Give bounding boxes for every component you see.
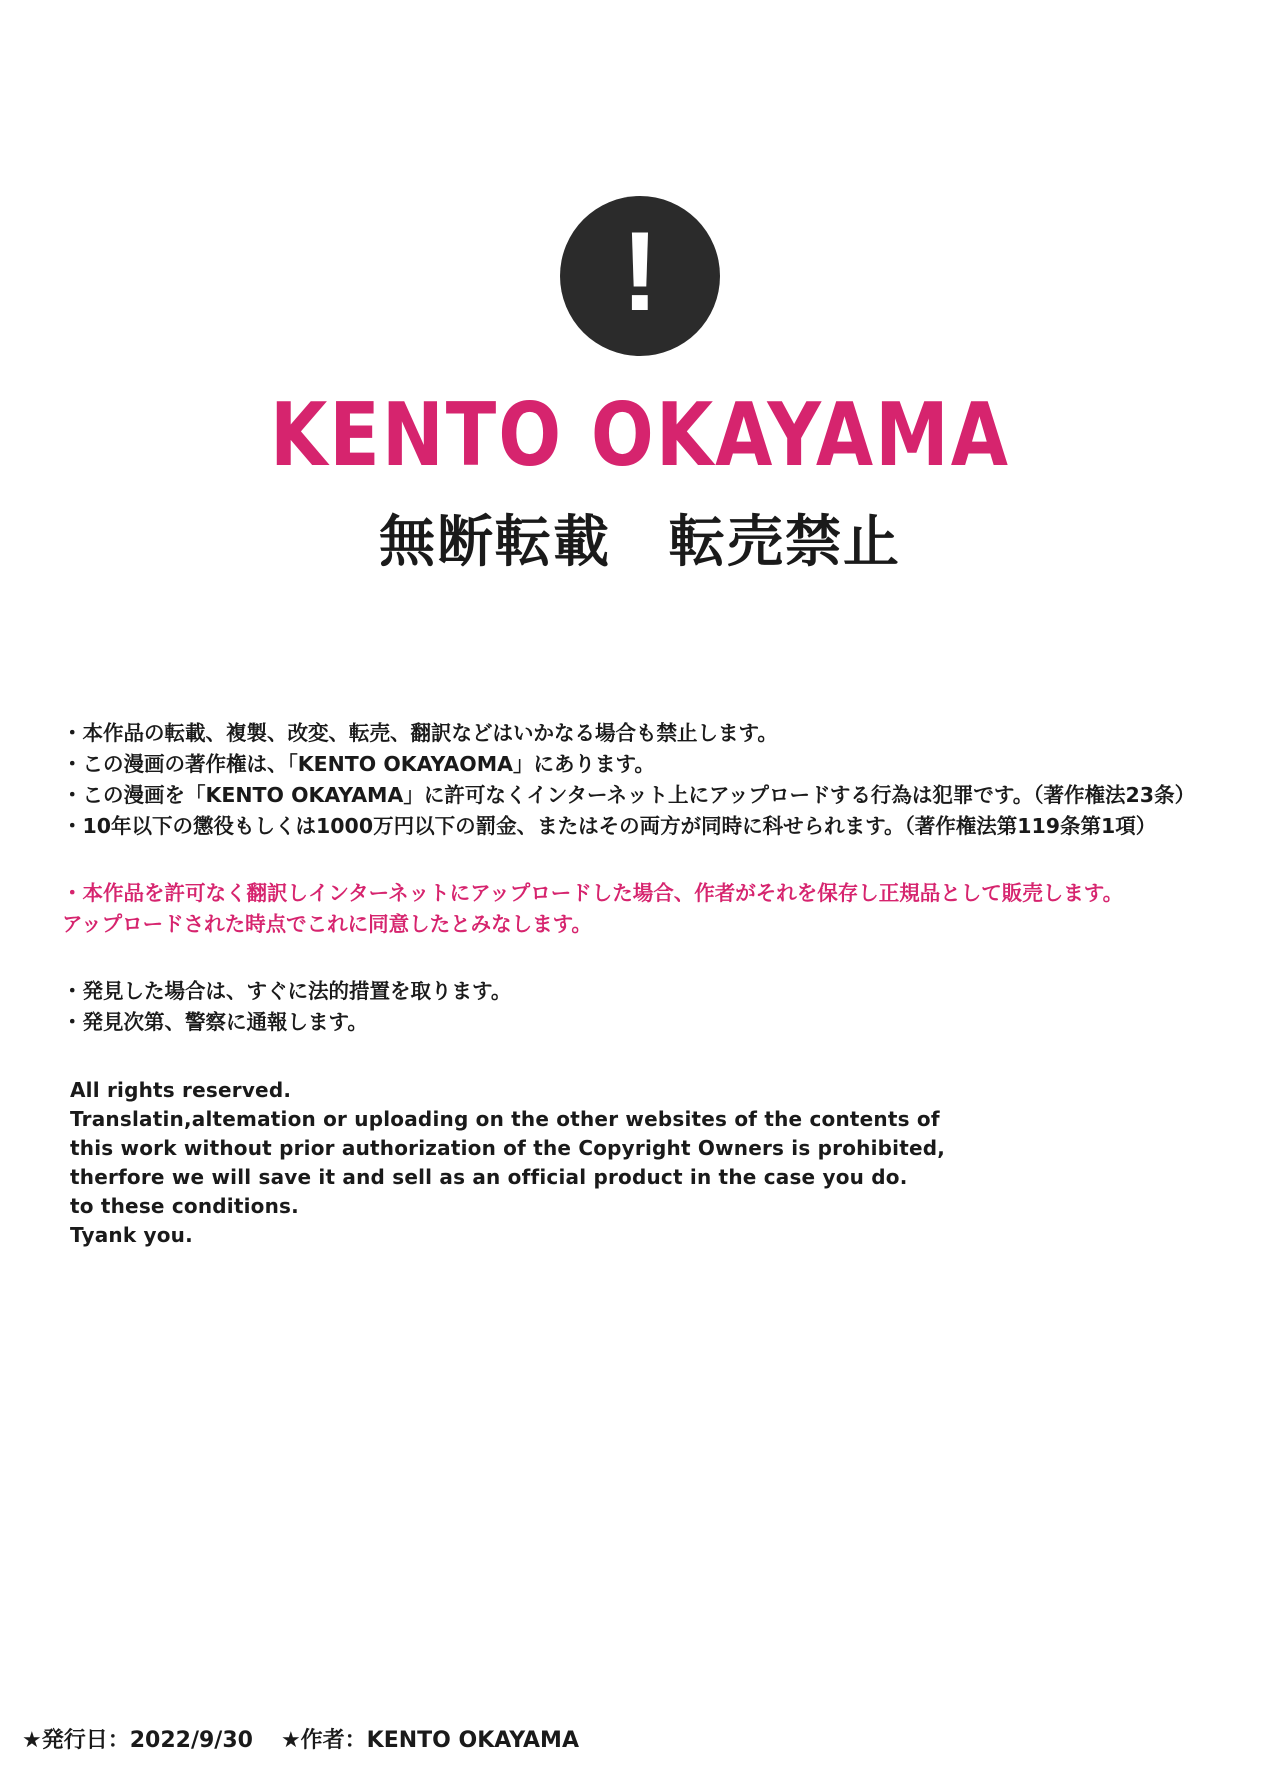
english-notice-line: Translatin,altemation or uploading on the other websites of the contents of <box>70 1107 940 1131</box>
legal-action-line: ・発見次第、警察に通報します。 <box>62 1010 368 1034</box>
author-name: ★作者：KENTO OKAYAMA <box>280 1728 579 1753</box>
rules-list <box>62 718 1222 842</box>
rules-item: ・この漫画を「KENTO OKAYAMA」に許可なくインターネット上にアップロードする行為は犯罪です。（著作権法23条） <box>62 783 1196 807</box>
legal-action-block <box>62 976 1222 1038</box>
exclamation-glyph: ! <box>621 209 659 334</box>
english-notice-line: All rights reserved. <box>70 1078 292 1102</box>
pink-warning-line: ・本作品を許可なく翻訳しインターネットにアップロードした場合、作者がそれを保存し正規品として販売します。 <box>62 881 1124 905</box>
rules-item: ・本作品の転載、複製、改変、転売、翻訳などはいかなる場合も禁止します。 <box>62 721 778 745</box>
pink-warning-block <box>62 878 1222 940</box>
english-notice-line: to these conditions. <box>70 1194 299 1218</box>
english-notice-line: this work without prior authorization of the Copyright Owners is prohibited, <box>70 1136 946 1160</box>
footer <box>22 1723 579 1754</box>
english-notice-line: therfore we will save it and sell as an official product in the case you do. <box>70 1165 908 1189</box>
page-subtitle: 無断転載 転売禁止 <box>379 510 901 575</box>
rules-item: ・10年以下の懲役もしくは1000万円以下の罰金、またはその両方が同時に科せられます。（著作権法第119条第1項） <box>62 814 1157 838</box>
english-notice-line: Tyank you. <box>70 1223 193 1247</box>
legal-action-line: ・発見した場合は、すぐに法的措置を取ります。 <box>62 979 512 1003</box>
rules-item: ・この漫画の著作権は、「KENTO OKAYAOMA」にあります。 <box>62 752 655 776</box>
exclamation-mark-icon <box>560 196 720 356</box>
english-notice-block <box>62 1076 1222 1250</box>
page-title: KENTO OKAYAMA <box>269 384 1011 487</box>
notice-body <box>62 718 1222 1250</box>
pink-warning-line: アップロードされた時点でこれに同意したとみなします。 <box>62 912 592 936</box>
publish-date: ★発行日：2022/9/30 <box>22 1728 253 1753</box>
